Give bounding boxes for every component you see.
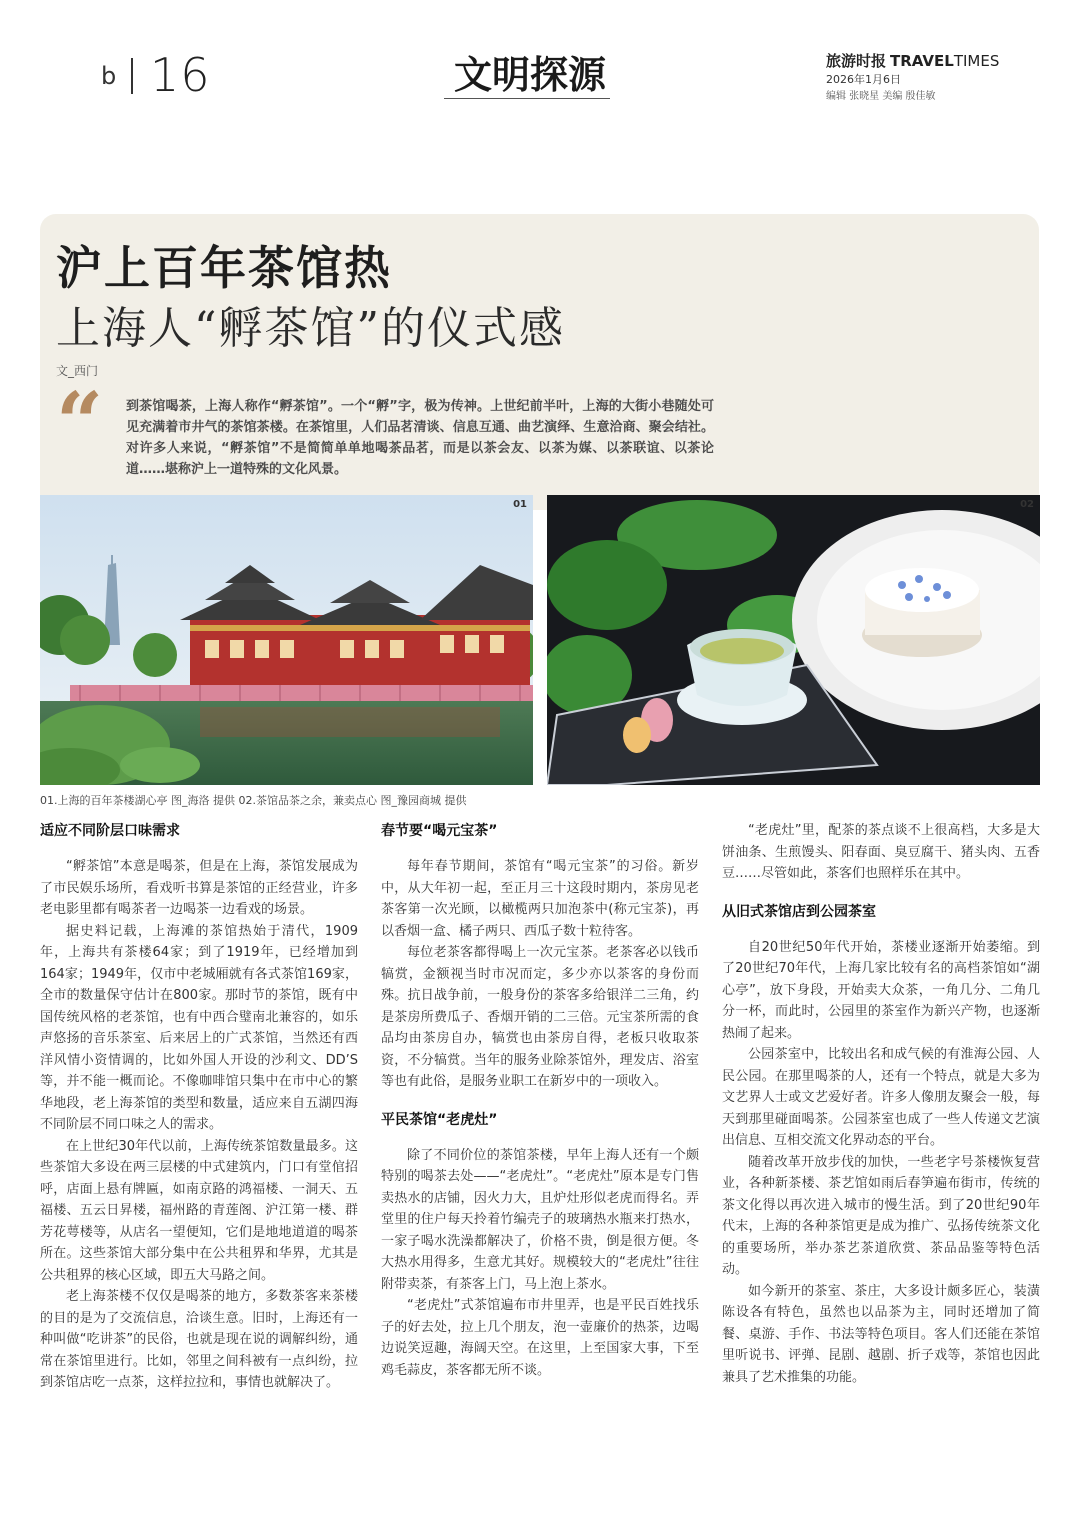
col2-spacer	[381, 1093, 699, 1109]
paper-brand	[826, 50, 999, 71]
photo-1-number: 01	[513, 499, 527, 510]
photo-caption: 01.上海的百年茶楼湖心亭 图_海洛 提供 02.茶馆品茶之余，兼卖点心 图_豫园商城 提供	[40, 794, 467, 807]
col1-heading: 适应不同阶层口味需求	[40, 823, 180, 839]
col2-paragraph-1: 每年春节期间，茶馆有“喝元宝茶”的习俗。新岁中，从大年初一起，至正月三十这段时期内，茶房见老茶客第一次光顾，以橄榄两只加泡茶中(称元宝茶)，再以香烟一盒、橘子两只、西瓜子数十粒待客。	[381, 859, 699, 939]
issue-date: 2026年1月6日	[826, 73, 901, 86]
subheadline: 上海人“孵茶馆”的仪式感	[56, 303, 565, 354]
page-number: 16	[150, 48, 211, 102]
photo-tea-and-dessert	[547, 495, 1040, 785]
col3-heading: 从旧式茶馆店到公园茶室	[722, 903, 876, 920]
article-column-2	[381, 820, 699, 1381]
col2-paragraph-3: 除了不同价位的茶馆茶楼，早年上海人还有一个颇特别的喝茶去处——“老虎灶”。“老虎灶”原本是专门售卖热水的店铺，因火力大，且炉灶形似老虎而得名。弄堂里的住户每天拎着竹编壳子的玻璃热水瓶来打热水，一家子喝水洗澡都解决了，价格不贵，倒是很方便。冬大热水用得多，生意尤其好。规模较大的“老虎灶”往往附带卖茶，有茶客上门，马上泡上茶水。	[381, 1147, 699, 1292]
col3-spacer	[722, 885, 1040, 901]
col2-heading-1: 春节要“喝元宝茶”	[381, 823, 498, 839]
col2-paragraph-4: “老虎灶”式茶馆遍布市井里弄，也是平民百姓找乐子的好去处，拉上几个朋友，泡一壶廉价的热茶，边喝边说笑逗趣，海阔天空。在这里，上至国家大事，下至鸡毛蒜皮，茶客都无所不谈。	[381, 1298, 699, 1378]
photo-2-number: 02	[1020, 499, 1034, 510]
col1-paragraph-2: 据史料记载，上海滩的茶馆热始于清代，1909年，上海共有茶楼64家；到了1919年，已经增加到164家；1949年，仅市中老城厢就有各式茶馆169家，全市的数量保守估计在800家。那时节的茶馆，既有中国传统风格的老茶馆，也有中西合璧南北兼容的，如乐声悠扬的音乐茶室、后来居上的广式茶馆，当然还有西洋风情小资情调的，比如外国人开设的沙利文、DD’S等，并不能一概而论。不像咖啡馆只集中在市中心的繁华地段，老上海茶馆的类型和数量，适应来自五湖四海不同阶层不同口味之人的需求。	[40, 923, 358, 1132]
col2-heading-2: 平民茶馆“老虎灶”	[381, 1111, 498, 1128]
article-column-3	[722, 820, 1040, 1388]
col3-paragraph-3: 公园茶室中，比较出名和成气候的有淮海公园、人民公园。在那里喝茶的人，还有一个特点，就是大多为文艺界人士或文艺爱好者。许多人像朋友聚会一般，每天到那里碰面喝茶。公园茶室也成了一些人传递文艺演出信息、互相交流文化界动态的平台。	[722, 1047, 1040, 1148]
editor-credits: 编辑 张晓星 美编 殷佳敏	[826, 91, 936, 102]
col3-paragraph-1: “老虎灶”里，配茶的茶点谈不上很高档，大多是大饼油条、生煎馒头、阳春面、臭豆腐干、猪头肉、五香豆……尽管如此，茶客们也照样乐在其中。	[722, 823, 1040, 881]
lead-paragraph: 到茶馆喝茶，上海人称作“孵茶馆”。一个“孵”字，极为传神。上世纪前半叶，上海的大街小巷随处可见充满着市井气的茶馆茶楼。在茶馆里，人们品茗清谈、信息互通、曲艺演绎、生意洽商、聚会结社。对许多人来说，“孵茶馆”不是简简单单地喝茶品茗，而是以茶会友、以茶为媒、以茶联谊、以茶论道……堪称沪上一道特殊的文化风景。	[126, 399, 714, 477]
col1-paragraph-1: “孵茶馆”本意是喝茶，但是在上海，茶馆发展成为了市民娱乐场所，看戏听书算是茶馆的正经营业，许多老电影里都有喝茶者一边喝茶一边看戏的场景。	[40, 859, 358, 917]
headline: 沪上百年茶馆热	[56, 241, 392, 295]
col3-paragraph-5: 如今新开的茶室、茶庄，大多设计颇多匠心，装潢陈设各有特色，虽然也以品茶为主，同时还增加了简餐、桌游、手作、书法等特色项目。客人们还能在茶馆里听说书、评弹、昆剧、越剧、折子戏等，茶馆也因此兼具了艺术推集的功能。	[722, 1283, 1040, 1385]
paper-name-en-bold: TRAVEL	[890, 52, 954, 70]
paper-name-en: TIMES	[953, 52, 1000, 70]
tea-dessert-illustration	[547, 495, 1040, 785]
col1-paragraph-3: 在上世纪30年代以前，上海传统茶馆数量最多。这些茶馆大多设在两三层楼的中式建筑内，门口有堂倌招呼，店面上悬有牌匾，如南京路的鸿福楼、一洞天、五福楼、五云日昇楼，福州路的青莲阁、沪江第一楼、群芳花萼楼等，从店名一望便知，它们是地地道道的喝茶所在。这些茶馆大部分集中在公共租界和华界，尤其是公共租界的核心区域，即五大马路之间。	[40, 1138, 358, 1283]
col3-paragraph-4: 随着改革开放步伐的加快，一些老字号茶楼恢复营业，各种新茶楼、茶艺馆如雨后春笋遍布街市，传统的茶文化得以再次进入城市的慢生活。到了20世纪90年代末，上海的各种茶馆更是成为推广、弘扬传统茶文化的重要场所，举办茶艺茶道欣赏、茶品品鉴等特色活动。	[722, 1154, 1040, 1277]
quote-mark-icon: “	[56, 375, 104, 471]
section-title: 文明探源	[453, 53, 606, 97]
page-letter: b	[101, 62, 117, 90]
photo-huxinting-teahouse	[40, 495, 533, 785]
article-column-1	[40, 820, 358, 1394]
byline: 文_西门	[56, 364, 99, 378]
col3-paragraph-2: 自20世纪50年代开始，茶楼业逐渐开始萎缩。到了20世纪70年代，上海几家比较有名的高档茶馆如“湖心亭”，放下身段，开始卖大众茶，一角几分、二角几分一杯，而此时，公园里的茶室作为新兴产物，也逐渐热闹了起来。	[722, 939, 1040, 1041]
col1-paragraph-4: 老上海茶楼不仅仅是喝茶的地方，多数茶客来茶楼的目的是为了交流信息，洽谈生意。旧时，上海还有一种叫做“吃讲茶”的民俗，也就是现在说的调解纠纷，通常在茶馆里进行。比如，邻里之间科被有一点纠纷，拉到茶馆店吃一点茶，这样拉拉和，事情也就解决了。	[40, 1289, 358, 1390]
col2-paragraph-2: 每位老茶客都得喝上一次元宝茶。老茶客必以钱币犒赏，金额视当时市况而定，多少亦以茶客的身份而殊。抗日战争前，一般身份的茶客多给银洋二三角，约是茶房所费瓜子、香烟开销的二三倍。元宝茶所需的食品均由茶房自办，犒赏也由茶房自得，老板只收取茶资，不分犒赏。当年的服务业除茶馆外，理发店、浴室等也有此俗，是服务业职工在新岁中的一项收入。	[381, 945, 699, 1089]
page-divider	[131, 58, 133, 94]
teahouse-illustration	[40, 495, 533, 785]
paper-name-cn: 旅游时报	[826, 52, 887, 70]
section-title-underline	[444, 98, 610, 99]
